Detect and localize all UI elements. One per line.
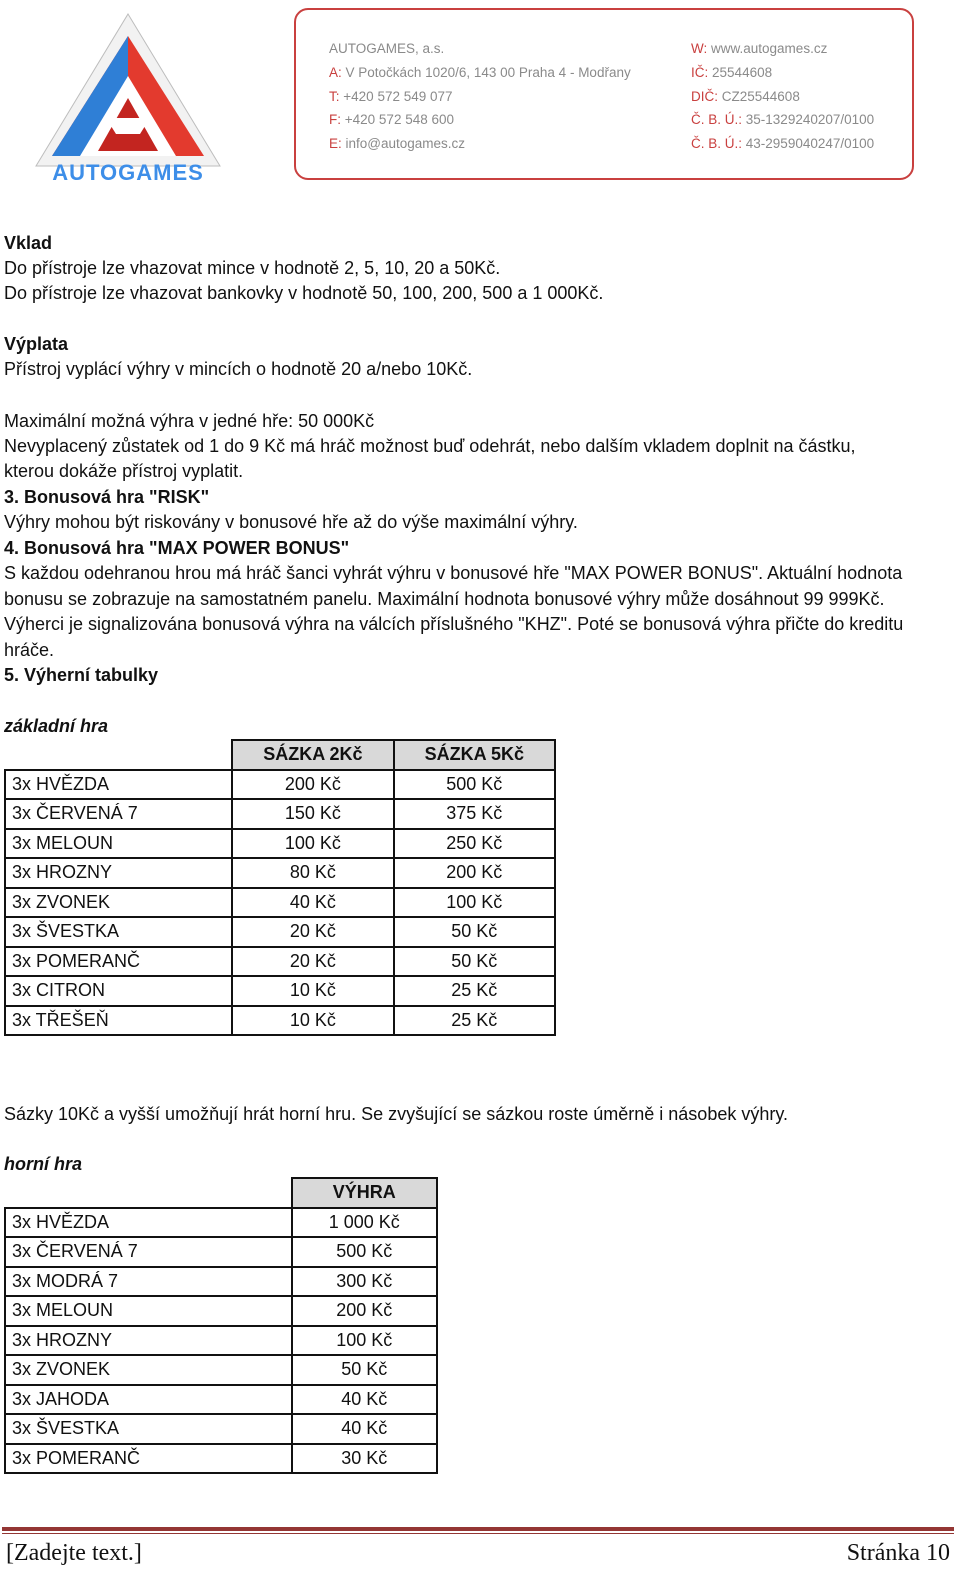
maxpower-text-4: hráče. bbox=[4, 640, 55, 660]
upper-game-table bbox=[4, 1177, 438, 1474]
company-name: AUTOGAMES, a.s. bbox=[329, 41, 445, 56]
table-row bbox=[5, 1006, 555, 1036]
email-line: E: info@autogames.cz bbox=[329, 136, 466, 151]
footer-rule bbox=[2, 1527, 954, 1531]
table-row bbox=[5, 1444, 437, 1474]
vklad-coins: Do přístroje lze vhazovat mince v hodnotě 2, 5, 10, 20 a 50Kč. bbox=[4, 258, 501, 278]
table-cell: 3x ČERVENÁ 7 bbox=[5, 799, 232, 829]
footer-rule-thin bbox=[2, 1533, 954, 1534]
vklad-heading: Vklad bbox=[4, 233, 53, 253]
contact-box bbox=[294, 8, 914, 180]
table-cell: 150 Kč bbox=[232, 799, 393, 829]
table-row bbox=[5, 829, 555, 859]
table-row bbox=[5, 858, 555, 888]
table-row bbox=[5, 1385, 437, 1415]
table-cell: 20 Kč bbox=[232, 947, 393, 977]
table-cell: 200 Kč bbox=[232, 770, 393, 800]
table-row bbox=[5, 947, 555, 977]
table-header-cell: SÁZKA 2Kč bbox=[232, 740, 393, 770]
basic-game-heading: základní hra bbox=[4, 716, 109, 736]
table-cell: 30 Kč bbox=[292, 1444, 437, 1474]
table-cell: 3x POMERANČ bbox=[5, 1444, 292, 1474]
bank-account-line-1: Č. B. Ú.: 35-1329240207/0100 bbox=[691, 112, 875, 127]
table-cell: 40 Kč bbox=[292, 1385, 437, 1415]
table-cell: 300 Kč bbox=[292, 1267, 437, 1297]
table-row bbox=[5, 1267, 437, 1297]
table-cell: 40 Kč bbox=[292, 1414, 437, 1444]
table-cell: 3x ČERVENÁ 7 bbox=[5, 1237, 292, 1267]
vyplata-heading: Výplata bbox=[4, 334, 69, 354]
page-number: Stránka 10 bbox=[846, 1540, 950, 1566]
table-cell: 25 Kč bbox=[394, 1006, 555, 1036]
table-cell: 200 Kč bbox=[292, 1296, 437, 1326]
table-header-cell bbox=[5, 1178, 292, 1208]
table-cell: 3x TŘEŠEŇ bbox=[5, 1006, 232, 1036]
table-row bbox=[5, 1326, 437, 1356]
max-win-text: Maximální možná výhra v jedné hře: 50 000Kč bbox=[4, 411, 375, 431]
table-cell: 10 Kč bbox=[232, 976, 393, 1006]
table-header-cell: VÝHRA bbox=[292, 1178, 437, 1208]
table-cell: 10 Kč bbox=[232, 1006, 393, 1036]
table-header-row bbox=[5, 740, 555, 770]
table-cell: 200 Kč bbox=[394, 858, 555, 888]
risk-text: Výhry mohou být riskovány v bonusové hře až do výše maximální výhry. bbox=[4, 512, 578, 532]
address-line: A: V Potočkách 1020/6, 143 00 Praha 4 - Modřany bbox=[329, 65, 631, 80]
remainder-text-2: kterou dokáže přístroj vyplatit. bbox=[4, 461, 244, 481]
table-cell: 1 000 Kč bbox=[292, 1208, 437, 1238]
tables-heading: 5. Výherní tabulky bbox=[4, 665, 159, 685]
table-row bbox=[5, 1237, 437, 1267]
table-cell: 3x HROZNY bbox=[5, 858, 232, 888]
basic-game-table bbox=[4, 739, 556, 1036]
risk-heading: 3. Bonusová hra "RISK" bbox=[4, 487, 210, 507]
table-row bbox=[5, 1208, 437, 1238]
table-cell: 50 Kč bbox=[394, 917, 555, 947]
maxpower-text-1: S každou odehranou hrou má hráč šanci vyhrát výhru v bonusové hře "MAX POWER BONUS". Aktuální hodnota bbox=[4, 563, 903, 583]
web-line: W: www.autogames.cz bbox=[691, 41, 828, 56]
table-cell: 100 Kč bbox=[292, 1326, 437, 1356]
table-cell: 3x MODRÁ 7 bbox=[5, 1267, 292, 1297]
table-cell: 80 Kč bbox=[232, 858, 393, 888]
table-row bbox=[5, 888, 555, 918]
table-header-cell: SÁZKA 5Kč bbox=[394, 740, 555, 770]
table-cell: 3x HVĚZDA bbox=[5, 770, 232, 800]
vyplata-text: Přístroj vyplácí výhry v mincích o hodnotě 20 a/nebo 10Kč. bbox=[4, 359, 473, 379]
table-row bbox=[5, 1355, 437, 1385]
dic-line: DIČ: CZ25544608 bbox=[691, 89, 800, 104]
table-row bbox=[5, 799, 555, 829]
remainder-text-1: Nevyplacený zůstatek od 1 do 9 Kč má hráč možnost buď odehrát, nebo dalším vkladem doplnit na částku, bbox=[4, 436, 856, 456]
upper-game-heading: horní hra bbox=[4, 1154, 83, 1174]
upper-game-note: Sázky 10Kč a vyšší umožňují hrát horní hru. Se zvyšující se sázkou roste úměrně i násobek výhry. bbox=[4, 1104, 789, 1124]
fax-line: F: +420 572 548 600 bbox=[329, 112, 454, 127]
table-cell: 375 Kč bbox=[394, 799, 555, 829]
ico-line: IČ: 25544608 bbox=[691, 65, 773, 80]
table-cell: 250 Kč bbox=[394, 829, 555, 859]
table-cell: 3x ZVONEK bbox=[5, 888, 232, 918]
table-header-row bbox=[5, 1178, 437, 1208]
table-cell: 50 Kč bbox=[292, 1355, 437, 1385]
table-cell: 3x CITRON bbox=[5, 976, 232, 1006]
table-row bbox=[5, 917, 555, 947]
table-cell: 3x MELOUN bbox=[5, 1296, 292, 1326]
table-cell: 3x POMERANČ bbox=[5, 947, 232, 977]
table-row bbox=[5, 770, 555, 800]
table-cell: 20 Kč bbox=[232, 917, 393, 947]
table-cell: 500 Kč bbox=[292, 1237, 437, 1267]
table-cell: 3x ŠVESTKA bbox=[5, 917, 232, 947]
table-cell: 3x JAHODA bbox=[5, 1385, 292, 1415]
bank-account-line-2: Č. B. Ú.: 43-2959040247/0100 bbox=[691, 136, 875, 151]
autogames-logo bbox=[28, 6, 228, 186]
table-cell: 100 Kč bbox=[232, 829, 393, 859]
table-cell: 3x ZVONEK bbox=[5, 1355, 292, 1385]
table-cell: 500 Kč bbox=[394, 770, 555, 800]
maxpower-text-2: bonusu se zobrazuje na samostatném panelu. Maximální hodnota bonusové výhry může dosáhnout 99 999Kč. bbox=[4, 589, 885, 609]
table-header-cell bbox=[5, 740, 232, 770]
table-cell: 100 Kč bbox=[394, 888, 555, 918]
table-row bbox=[5, 1414, 437, 1444]
table-row bbox=[5, 1296, 437, 1326]
table-cell: 3x HROZNY bbox=[5, 1326, 292, 1356]
footer-placeholder-text: [Zadejte text.] bbox=[6, 1540, 142, 1566]
table-row bbox=[5, 976, 555, 1006]
table-cell: 40 Kč bbox=[232, 888, 393, 918]
phone-line: T: +420 572 549 077 bbox=[329, 89, 453, 104]
vklad-banknotes: Do přístroje lze vhazovat bankovky v hodnotě 50, 100, 200, 500 a 1 000Kč. bbox=[4, 283, 604, 303]
table-cell: 25 Kč bbox=[394, 976, 555, 1006]
maxpower-text-3: Výherci je signalizována bonusová výhra na válcích příslušného "KHZ". Poté se bonusová výhra přičte do kreditu bbox=[4, 614, 904, 634]
table-cell: 50 Kč bbox=[394, 947, 555, 977]
table-cell: 3x ŠVESTKA bbox=[5, 1414, 292, 1444]
logo-wordmark: AUTOGAMES bbox=[52, 160, 204, 185]
table-cell: 3x MELOUN bbox=[5, 829, 232, 859]
maxpower-heading: 4. Bonusová hra "MAX POWER BONUS" bbox=[4, 538, 350, 558]
table-cell: 3x HVĚZDA bbox=[5, 1208, 292, 1238]
